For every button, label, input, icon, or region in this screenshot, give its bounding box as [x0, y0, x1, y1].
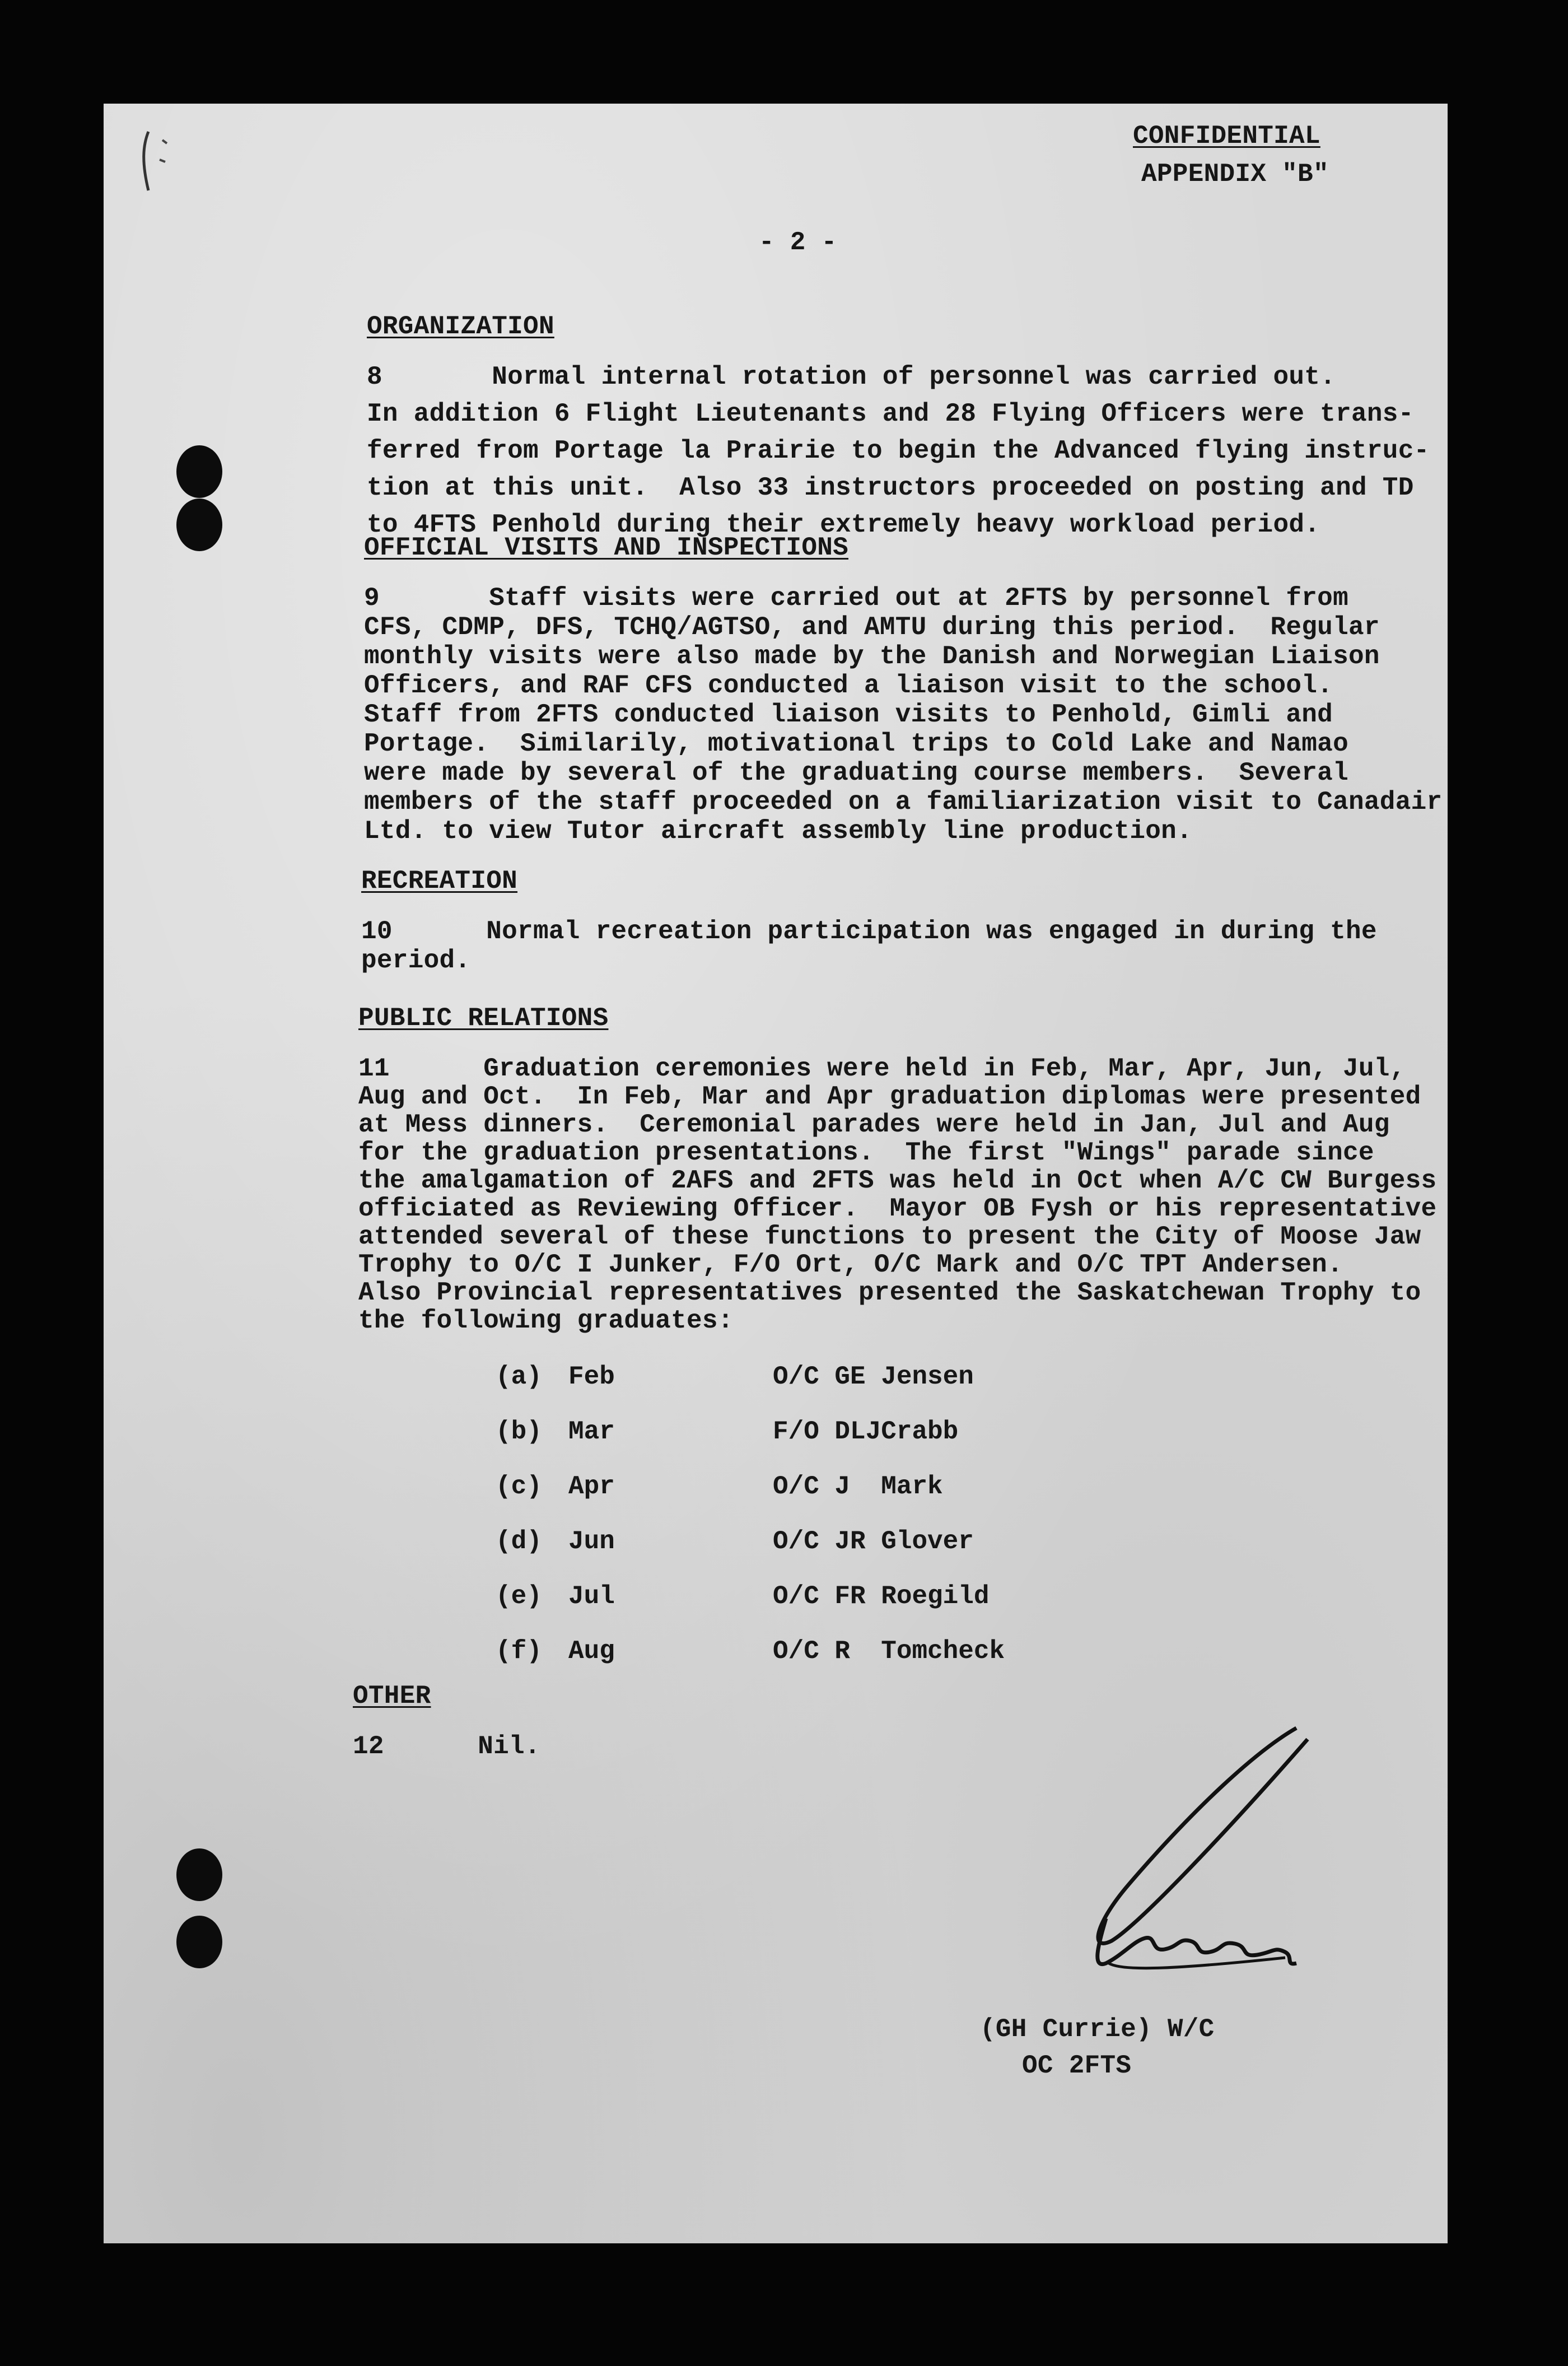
graduate-name: O/C GE Jensen	[773, 1362, 974, 1391]
scratch-mark-icon	[137, 129, 171, 196]
punch-hole-icon	[176, 445, 222, 498]
graduate-name: O/C FR Roegild	[773, 1582, 990, 1611]
graduate-month: Jul	[568, 1582, 615, 1611]
graduate-letter: (e)	[496, 1582, 542, 1611]
paragraph-line: monthly visits were also made by the Danish and Norwegian Liaison	[364, 642, 1380, 671]
graduate-name: O/C JR Glover	[773, 1527, 974, 1556]
signature-unit: OC 2FTS	[1022, 2051, 1132, 2080]
paragraph-line: to 4FTS Penhold during their extremely heavy workload period.	[367, 510, 1320, 539]
paragraph-line: the following graduates:	[358, 1306, 734, 1335]
classification-label: CONFIDENTIAL	[1133, 122, 1320, 151]
graduate-letter: (d)	[496, 1527, 542, 1556]
punch-hole-icon	[176, 499, 222, 551]
paragraph-line: officiated as Reviewing Officer. Mayor OB Fysh or his representative	[358, 1194, 1437, 1223]
section-heading-organization: ORGANIZATION	[367, 312, 554, 341]
paragraph-line: Staff from 2FTS conducted liaison visits to Penhold, Gimli and	[364, 700, 1333, 729]
graduate-letter: (c)	[496, 1472, 542, 1501]
paragraph-line: Trophy to O/C I Junker, F/O Ort, O/C Mark and O/C TPT Andersen.	[358, 1250, 1343, 1279]
signature-name: (GH Currie) W/C	[980, 2015, 1215, 2044]
paragraph-line: Also Provincial representatives presented the Saskatchewan Trophy to	[358, 1278, 1421, 1307]
graduate-letter: (a)	[496, 1362, 542, 1391]
section-heading-other: OTHER	[353, 1682, 431, 1711]
paragraph-line: Ltd. to view Tutor aircraft assembly line production.	[364, 817, 1192, 846]
paragraph-line: for the graduation presentations. The first "Wings" parade since	[358, 1138, 1374, 1167]
graduate-month: Jun	[568, 1527, 615, 1556]
paragraph-line: at Mess dinners. Ceremonial parades were held in Jan, Jul and Aug	[358, 1110, 1390, 1139]
graduate-month: Apr	[568, 1472, 615, 1501]
paragraph-line: members of the staff proceeded on a familiarization visit to Canadair	[364, 788, 1443, 817]
document-page	[104, 104, 1448, 2243]
section-heading-public-relations: PUBLIC RELATIONS	[358, 1004, 609, 1033]
graduate-letter: (b)	[496, 1417, 542, 1446]
paragraph-line: ferred from Portage la Prairie to begin the Advanced flying instruc-	[367, 436, 1430, 465]
appendix-label: APPENDIX "B"	[1141, 160, 1329, 189]
paragraph-line: period.	[361, 946, 471, 975]
paragraph-line: 8 Normal internal rotation of personnel was carried out.	[367, 362, 1336, 392]
paragraph-line: Aug and Oct. In Feb, Mar and Apr graduation diplomas were presented	[358, 1082, 1421, 1111]
paragraph-line: Officers, and RAF CFS conducted a liaison visit to the school.	[364, 671, 1333, 700]
graduate-letter: (f)	[496, 1637, 542, 1666]
graduate-month: Feb	[568, 1362, 615, 1391]
graduate-month: Aug	[568, 1637, 615, 1666]
graduate-name: O/C J Mark	[773, 1472, 943, 1501]
paragraph-line: were made by several of the graduating course members. Several	[364, 758, 1348, 788]
paragraph-line: 11 Graduation ceremonies were held in Feb, Mar, Apr, Jun, Jul,	[358, 1054, 1406, 1083]
graduate-name: F/O DLJCrabb	[773, 1417, 959, 1446]
paragraph-line: In addition 6 Flight Lieutenants and 28 Flying Officers were trans-	[367, 399, 1414, 429]
punch-hole-icon	[176, 1916, 222, 1968]
graduate-name: O/C R Tomcheck	[773, 1637, 1005, 1666]
paragraph-line: 9 Staff visits were carried out at 2FTS by personnel from	[364, 584, 1348, 613]
section-heading-visits: OFFICIAL VISITS AND INSPECTIONS	[364, 533, 849, 562]
paragraph-line: CFS, CDMP, DFS, TCHQ/AGTSO, and AMTU during this period. Regular	[364, 613, 1380, 642]
other-paragraph: 12 Nil.	[353, 1732, 540, 1761]
page-number: - 2 -	[759, 228, 837, 257]
paragraph-line: tion at this unit. Also 33 instructors proceeded on posting and TD	[367, 473, 1414, 502]
paragraph-line: attended several of these functions to present the City of Moose Jaw	[358, 1222, 1421, 1251]
punch-hole-icon	[176, 1848, 222, 1901]
graduate-month: Mar	[568, 1417, 615, 1446]
paragraph-line: the amalgamation of 2AFS and 2FTS was held in Oct when A/C CW Burgess	[358, 1166, 1437, 1195]
paragraph-line: 10 Normal recreation participation was engaged in during the	[361, 917, 1377, 946]
section-heading-recreation: RECREATION	[361, 867, 518, 896]
handwritten-signature-icon	[994, 1717, 1386, 2008]
paragraph-line: Portage. Similarily, motivational trips to Cold Lake and Namao	[364, 729, 1348, 758]
